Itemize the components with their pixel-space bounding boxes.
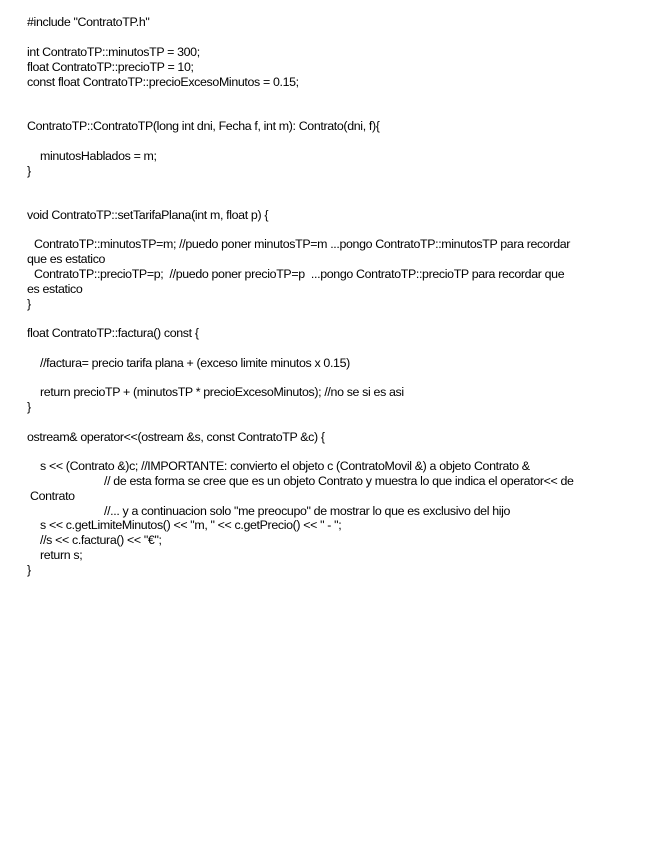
code-line: // de esta forma se cree que es un objeto Contrato y muestra lo que indica el operator<< de — [104, 474, 574, 488]
code-line: void ContratoTP::setTarifaPlana(int m, float p) { — [27, 208, 269, 222]
code-line: } — [27, 164, 31, 178]
code-line: ContratoTP::minutosTP=m; //puedo poner minutosTP=m ...pongo ContratoTP::minutosTP para recordar — [34, 237, 571, 251]
code-line: #include "ContratoTP.h" — [27, 15, 150, 29]
code-line: es estatico — [27, 282, 83, 296]
code-line: //... y a continuacion solo "me preocupo" de mostrar lo que es exclusivo del hijo — [104, 504, 511, 518]
code-line: que es estatico — [27, 252, 106, 266]
code-line: minutosHablados = m; — [40, 149, 157, 163]
code-line: } — [27, 563, 31, 577]
code-line: //s << c.factura() << "€"; — [40, 533, 162, 547]
code-line: float ContratoTP::factura() const { — [27, 326, 199, 340]
code-line: int ContratoTP::minutosTP = 300; — [27, 45, 200, 59]
code-line: Contrato — [30, 489, 75, 503]
code-line: float ContratoTP::precioTP = 10; — [27, 60, 194, 74]
code-line: ostream& operator<<(ostream &s, const ContratoTP &c) { — [27, 430, 325, 444]
code-line: return s; — [40, 548, 83, 562]
code-line: } — [27, 297, 31, 311]
code-line: s << c.getLimiteMinutos() << "m, " << c.getPrecio() << " - "; — [40, 518, 342, 532]
code-line: } — [27, 400, 31, 414]
code-line: return precioTP + (minutosTP * precioExcesoMinutos); //no se si es asi — [40, 385, 404, 399]
code-line: ContratoTP::precioTP=p; //puedo poner precioTP=p ...pongo ContratoTP::precioTP para recordar que — [34, 267, 565, 281]
code-line: ContratoTP::ContratoTP(long int dni, Fecha f, int m): Contrato(dni, f){ — [27, 119, 380, 133]
code-line: const float ContratoTP::precioExcesoMinutos = 0.15; — [27, 75, 299, 89]
code-line: s << (Contrato &)c; //IMPORTANTE: convierto el objeto c (ContratoMovil &) a objeto Contrato & — [40, 459, 530, 473]
code-line: //factura= precio tarifa plana + (exceso limite minutos x 0.15) — [40, 356, 350, 370]
